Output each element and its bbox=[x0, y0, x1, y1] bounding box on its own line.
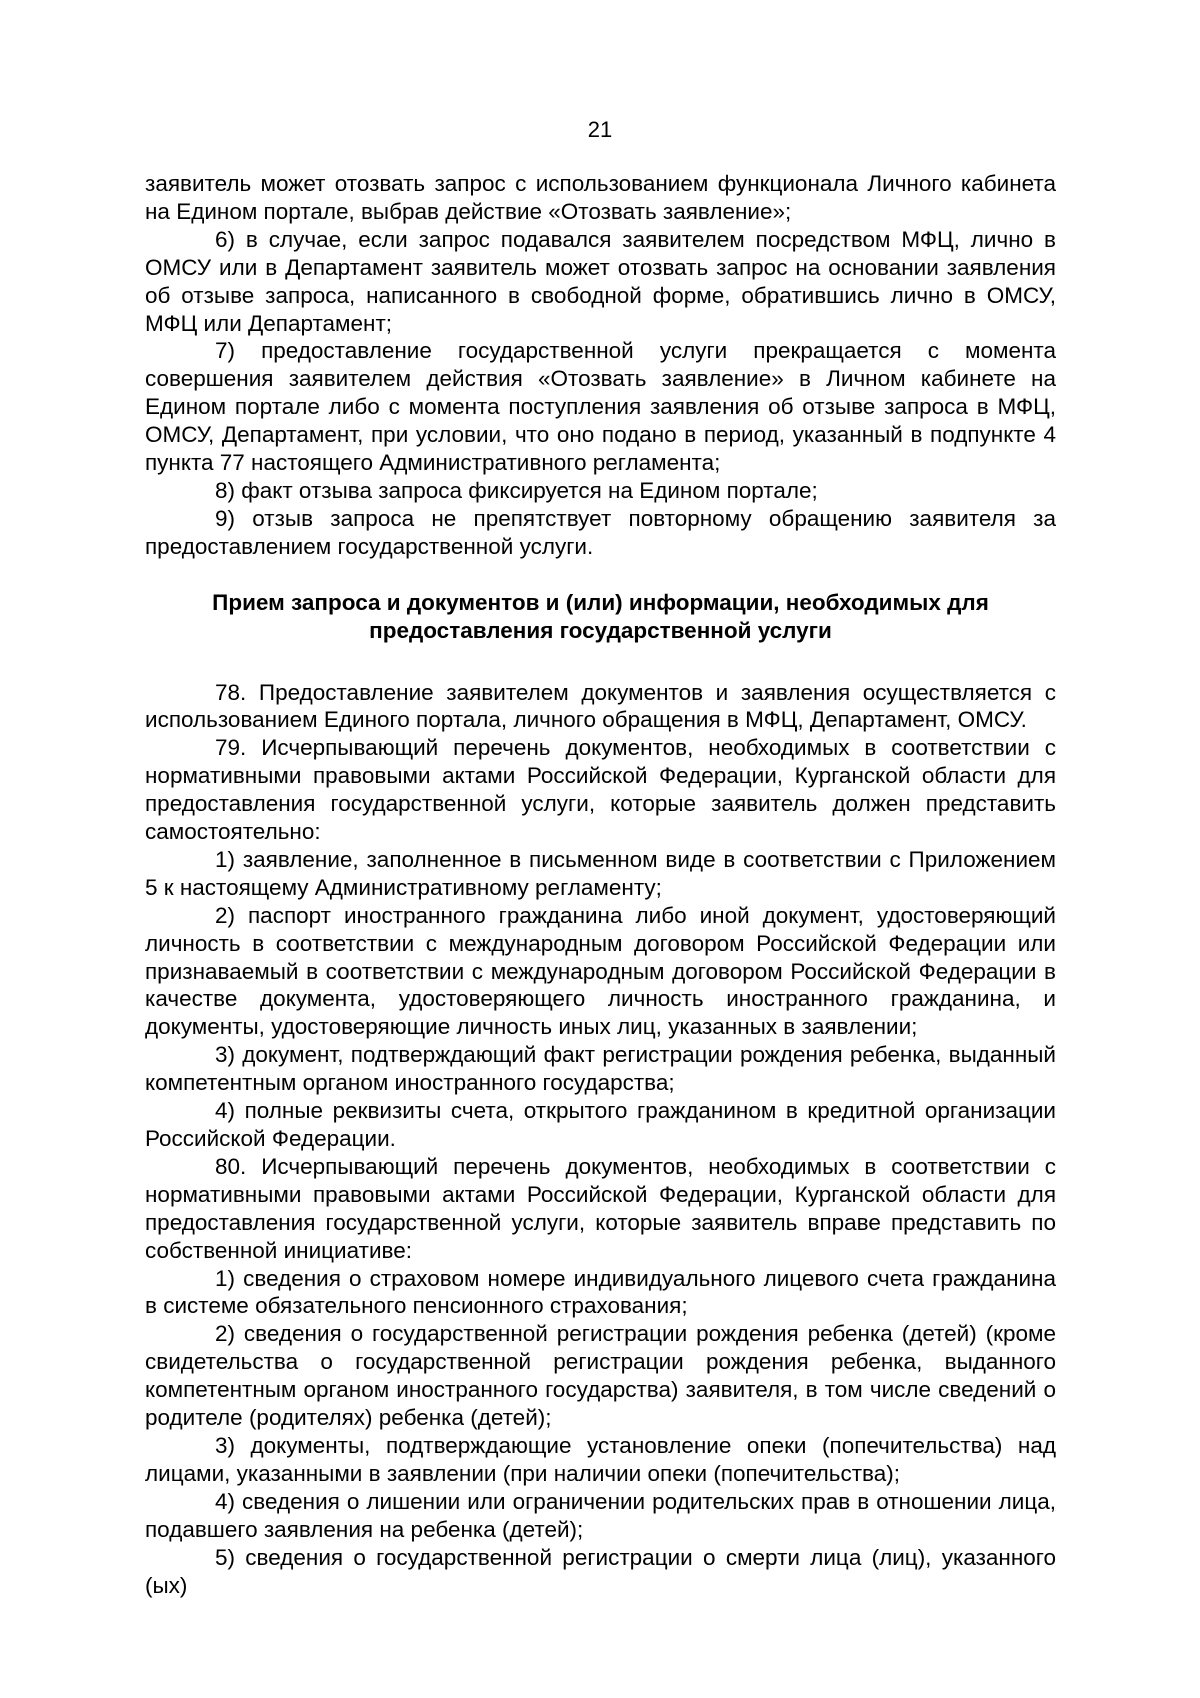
paragraph: 78. Предоставление заявителем документов и заявления осуществляется с использованием Единого портала, личного обращения в МФЦ, Департамент, ОМСУ. bbox=[145, 679, 1056, 733]
paragraph: 8) факт отзыва запроса фиксируется на Едином портале; bbox=[215, 477, 818, 503]
paragraph: 6) в случае, если запрос подавался заявителем посредством МФЦ, лично в ОМСУ или в Департамент заявитель может отозвать запрос на основании заявления об отзыве запроса, написанного в свободной форме, обратившись лично в ОМСУ, МФЦ или Департамент; bbox=[145, 226, 1056, 336]
paragraph: 9) отзыв запроса не препятствует повторному обращению заявителя за предоставлением государственной услуги. bbox=[145, 505, 1056, 559]
paragraph: 79. Исчерпывающий перечень документов, необходимых в соответствии с нормативными правовыми актами Российской Федерации, Курганской области для предоставления государственной услуги, которые заявитель должен представить самостоятельно: bbox=[145, 735, 1056, 845]
paragraph: 3) документы, подтверждающие установление опеки (попечительства) над лицами, указанными в заявлении (при наличии опеки (попечительства); bbox=[145, 1432, 1056, 1486]
paragraph: 1) заявление, заполненное в письменном виде в соответствии с Приложением 5 к настоящему Административному регламенту; bbox=[145, 846, 1056, 900]
paragraph: 3) документ, подтверждающий факт регистрации рождения ребенка, выданный компетентным органом иностранного государства; bbox=[145, 1042, 1056, 1096]
document-body bbox=[145, 170, 1056, 1599]
paragraph: 5) сведения о государственной регистрации о смерти лица (лиц), указанного (ых) bbox=[145, 1544, 1056, 1598]
section-heading: Прием запроса и документов и (или) информации, необходимых для предоставления государственной услуги bbox=[212, 589, 989, 643]
paragraph: 1) сведения о страховом номере индивидуального лицевого счета гражданина в системе обязательного пенсионного страхования; bbox=[145, 1265, 1056, 1319]
page-number: 21 bbox=[587, 117, 613, 142]
paragraph: 4) полные реквизиты счета, открытого гражданином в кредитной организации Российской Федерации. bbox=[145, 1098, 1056, 1151]
paragraph: 2) сведения о государственной регистрации рождения ребенка (детей) (кроме свидетельства о государственной регистрации рождения ребенка, выданного компетентным органом иностранного государства) заявителя, в том числе сведений о родителе (родителях) ребенка (детей); bbox=[145, 1321, 1056, 1431]
paragraph: заявитель может отозвать запрос с использованием функционала Личного кабинета на Едином портале, выбрав действие «Отозвать заявление»; bbox=[145, 171, 1056, 224]
paragraph: 4) сведения о лишении или ограничении родительских прав в отношении лица, подавшего заявления на ребенка (детей); bbox=[145, 1488, 1056, 1542]
paragraph: 2) паспорт иностранного гражданина либо иной документ, удостоверяющий личность в соответствии с международным договором Российской Федерации или признаваемый в соответствии с международным договором Российской Федерации в качестве документа, удостоверяющего личность иностранного гражданина, и документы, удостоверяющие личность иных лиц, указанных в заявлении; bbox=[145, 902, 1056, 1040]
paragraph: 80. Исчерпывающий перечень документов, необходимых в соответствии с нормативными правовыми актами Российской Федерации, Курганской области для предоставления государственной услуги, которые заявитель вправе представить по собственной инициативе: bbox=[145, 1153, 1056, 1263]
paragraph: 7) предоставление государственной услуги прекращается с момента совершения заявителем действия «Отозвать заявление» в Личном кабинете на Едином портале либо с момента поступления заявления об отзыве запроса в МФЦ, ОМСУ, Департамент, при условии, что оно подано в период, указанный в подпункте 4 пункта 77 настоящего Административного регламента; bbox=[145, 338, 1056, 476]
